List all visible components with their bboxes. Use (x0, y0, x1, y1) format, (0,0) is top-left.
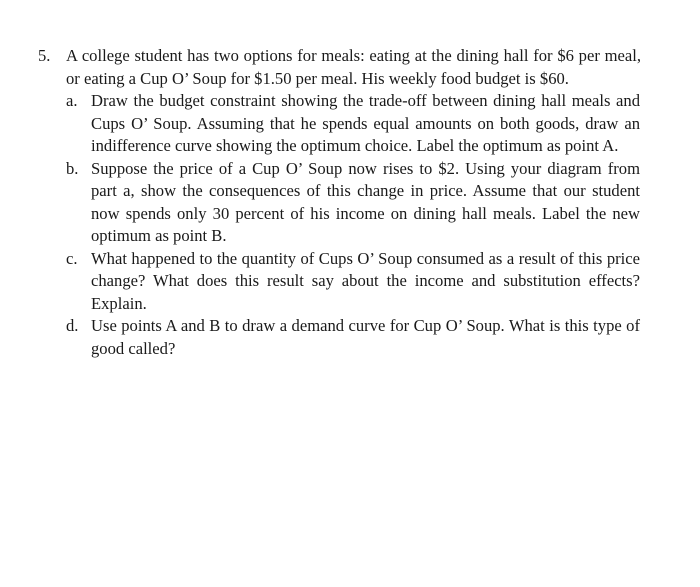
problem-parts (0, 90, 700, 360)
part-b-letter: b. (66, 158, 79, 178)
part-d-text: Use points A and B to draw a demand curve for Cup O’ Soup. What is this type of good called? (91, 316, 640, 358)
part-c (0, 248, 640, 316)
part-b-text: Suppose the price of a Cup O’ Soup now rises to $2. Using your diagram from part a, show the consequences of this change in price. Assume that our student now spends only 30 percent of his income on dining hall meals. Label the new optimum as point B. (91, 158, 640, 245)
part-c-text: What happened to the quantity of Cups O’ Soup consumed as a result of this price change? What does this result say about the income and substitution effects? Explain. (91, 248, 640, 313)
problem-stem-text: A college student has two options for meals: eating at the dining hall for $6 per meal, or eating a Cup O’ Soup for $1.50 per meal. His weekly food budget is $60. (66, 46, 641, 88)
part-a-text: Draw the budget constraint showing the trade-off between dining hall meals and Cups O’ Soup. Assuming that he spends equal amounts on both goods, draw an indifference curve showing the optimum choice. Label the optimum as point A. (91, 91, 640, 155)
problem-number: 5. (38, 46, 51, 65)
problem-5 (0, 45, 700, 360)
part-c-letter: c. (66, 248, 78, 268)
problem-stem (0, 45, 641, 90)
part-d (0, 315, 640, 360)
part-a-letter: a. (66, 91, 78, 110)
part-a (0, 90, 640, 158)
part-b (0, 158, 640, 248)
part-d-letter: d. (66, 316, 79, 335)
